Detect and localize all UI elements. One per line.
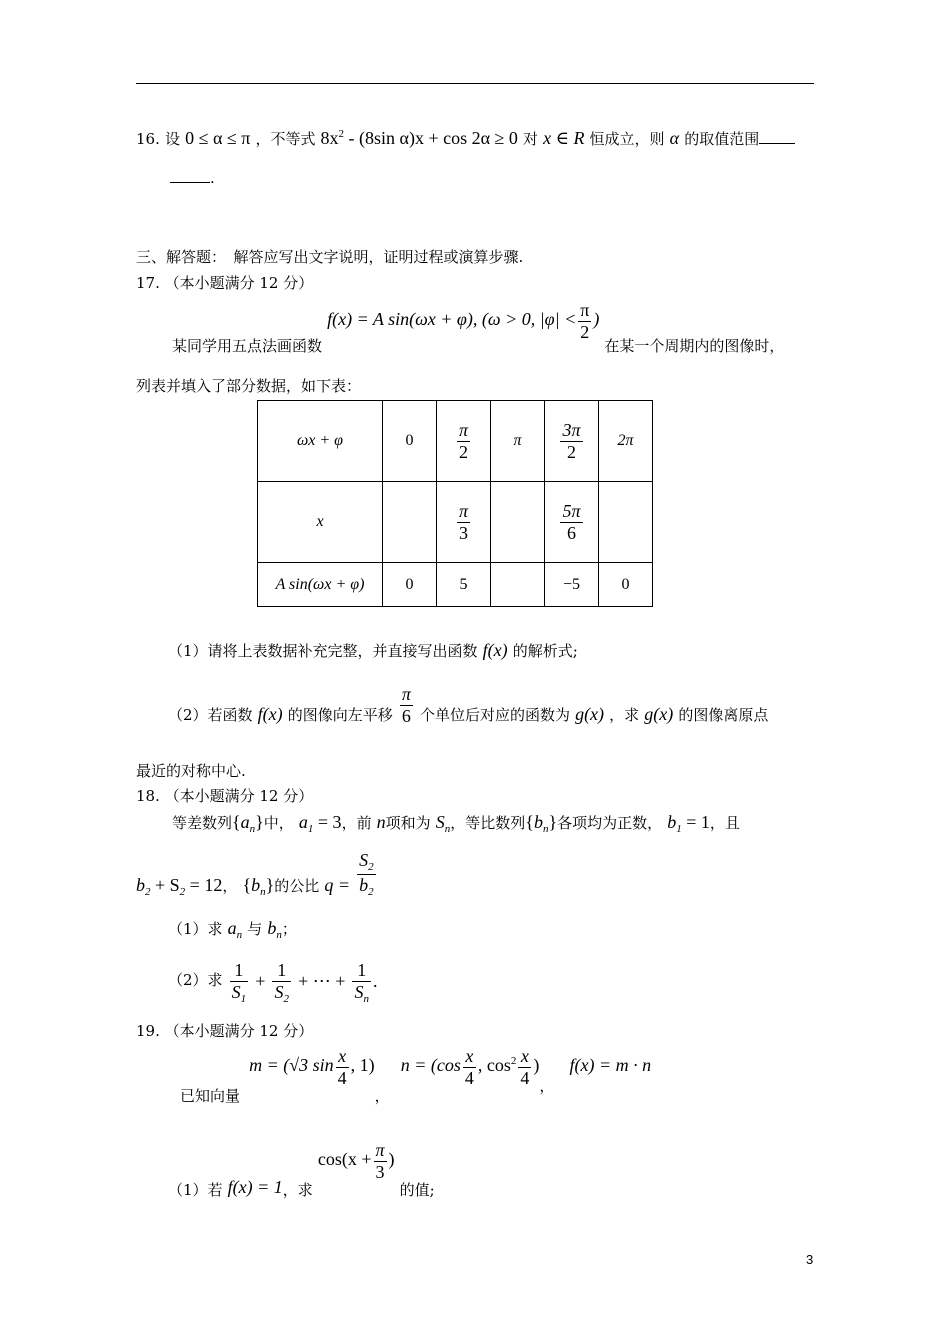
q17-part2: （2）若函数 f(x) 的图像向左平移 $\frac{\pi}{6}$ 个单位后对应的函数为 g(x) ，求 g(x) 的图像离原点 (168, 684, 769, 726)
q18-part1: （1）求 $a_n$ 与 $b_n$； (168, 918, 297, 941)
question-16: 16. 设 0 ≤ α ≤ π ，不等式 $8x^2 - (8\sin$ α)x + cos 2α ≥ 0 对 x ∈ R 恒成立，则 α 的取值范围 (136, 128, 795, 149)
pi-over-6: $\frac{\pi}{6}$ (401, 684, 411, 726)
q17-intro: 某同学用五点法画函数 f(x) = A sin(ωx + φ), (ω > 0, |φ| < $\frac{\pi}{2}$ ) 在某一个周期内的图像时， (172, 300, 785, 356)
section-3-heading: 三、解答题： 解答应写出文字说明，证明过程或演算步骤. (136, 248, 524, 266)
five-point-table: ωx + φ 0 $\frac{\pi}{2}$ π $\frac{3\pi}{2}$ 2π x $\frac{\pi}{3}$ $\frac{5\pi}{6}$ A sin(ωx + φ) 0 5 −5 0 (257, 400, 653, 607)
q17-function: f(x) = A sin(ωx + φ), (ω > 0, |φ| < $\frac{\pi}{2}$ ) (327, 300, 600, 342)
page-number: 3 (806, 1252, 814, 1267)
q16-number: 16. (136, 130, 160, 148)
q17-heading: 17. （本小题满分 12 分） (136, 274, 314, 292)
vector-m: m = (√3 sin $\frac{x}{4}$ , 1) (249, 1046, 375, 1088)
table-row3-header: A sin(ωx + φ) (258, 563, 383, 607)
f-definition: f(x) = m · n (569, 1055, 652, 1076)
q16-blank-line: . (170, 168, 215, 187)
q18-part2: （2）求 $\frac{1}{S_1}$ + $\frac{1}{S_2}$ + ⋯ + $\frac{1}{S_n}$ . (168, 960, 378, 1005)
table-row2-header: x (258, 482, 383, 563)
vector-n: n = (cos $\frac{x}{4}$ , $\cos^2$ $\frac{x}{4}$ ) (400, 1046, 540, 1088)
q18-line2: $b_2 + S_2 = 12$， $\{b_n\}$的公比 q = $\frac{S_2}{b_2}$ (136, 850, 374, 898)
q19-vectors: 已知向量 m = (√3 sin $\frac{x}{4}$ , 1)， n = (cos $\frac{x}{4}$ , $\cos^2$ $\frac{x}{4}$ )， f(x) = m · n (180, 1046, 652, 1106)
q17-part1: （1）请将上表数据补充完整，并直接写出函数 f(x) 的解析式; (168, 640, 578, 660)
cos-expression: cos(x + $\frac{\pi}{3}$ ) (317, 1140, 395, 1182)
q17-part2-cont: 最近的对称中心. (136, 762, 246, 780)
ratio-fraction: $\frac{S_2}{b_2}$ (359, 850, 374, 898)
table-row1-header: ωx + φ (258, 401, 383, 482)
answer-blank (759, 143, 795, 144)
header-rule (136, 83, 814, 84)
answer-blank-continued (170, 182, 210, 183)
q16-inequality: $8x^2 - (8\sin$ α)x + cos 2α ≥ 0 (320, 128, 518, 148)
q19-heading: 19. （本小题满分 12 分） (136, 1022, 314, 1040)
q17-line2: 列表并填入了部分数据，如下表： (136, 377, 362, 395)
q18-heading: 18. （本小题满分 12 分） (136, 787, 314, 805)
q18-line1: 等差数列$\{a_n\}$中， $a_1 = 3$，前 n项和为 $S_n$，等比数列$\{b_n\}$各项均为正数， $b_1 = 1$，且 (172, 812, 740, 835)
q19-part1: （1）若 f(x) = 1，求 cos(x + $\frac{\pi}{3}$ ) 的值; (168, 1140, 435, 1200)
